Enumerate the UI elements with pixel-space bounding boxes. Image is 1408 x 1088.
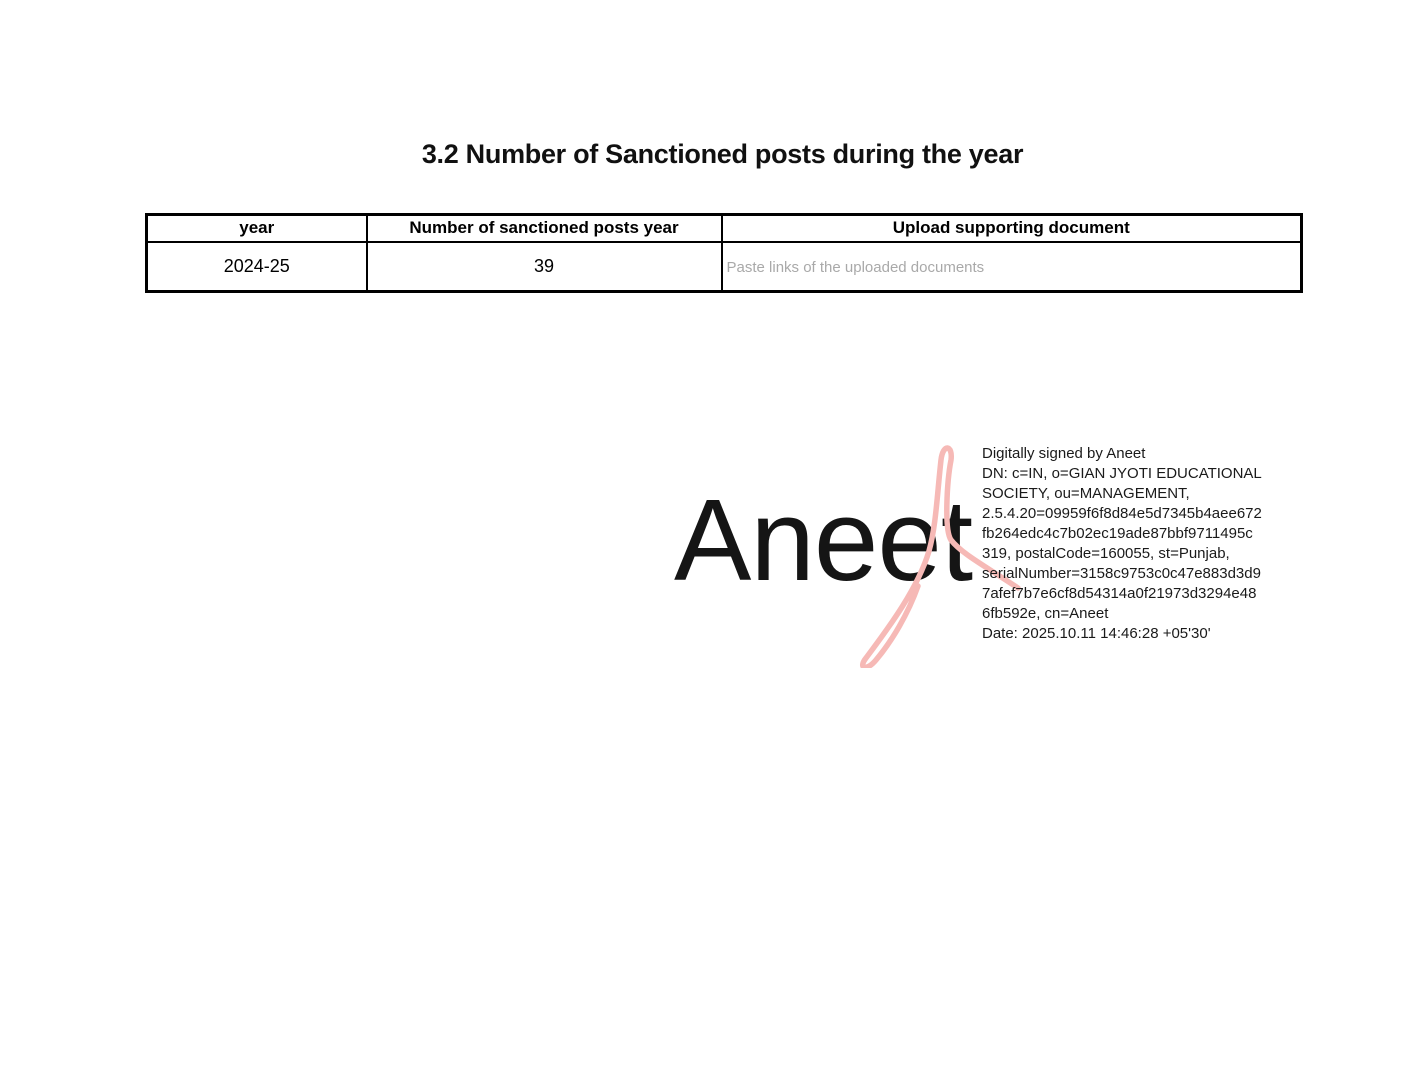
signature-detail-line: 319, postalCode=160055, st=Punjab, <box>982 545 1230 562</box>
table-header-row <box>147 215 1302 242</box>
signature-detail-line: Digitally signed by Aneet <box>982 445 1146 462</box>
signature-detail-line: fb264edc4c7b02ec19ade87bbf9711495c <box>982 525 1253 542</box>
signature-detail-line: 7afef7b7e6cf8d54314a0f21973d3294e48 <box>982 585 1257 602</box>
signature-details <box>982 444 1262 644</box>
column-header-year: year <box>147 215 367 242</box>
column-header-sanctioned-posts: Number of sanctioned posts year <box>367 215 722 242</box>
table-row <box>147 242 1302 292</box>
sanctioned-posts-cell: 39 <box>367 242 722 292</box>
year-cell: 2024-25 <box>147 242 367 292</box>
upload-placeholder-text: Paste links of the uploaded documents <box>726 258 985 276</box>
signature-detail-line: Date: 2025.10.11 14:46:28 +05'30' <box>982 625 1211 642</box>
signature-detail-line: serialNumber=3158c9753c0c47e883d3d9 <box>982 565 1261 582</box>
signature-detail-line: 6fb592e, cn=Aneet <box>982 605 1109 622</box>
page-title: 3.2 Number of Sanctioned posts during the year <box>421 139 1024 169</box>
signature-detail-line: SOCIETY, ou=MANAGEMENT, <box>982 485 1190 502</box>
signature-detail-line: 2.5.4.20=09959f6f8d84e5d7345b4aee672 <box>982 505 1262 522</box>
upload-document-cell[interactable] <box>722 242 1302 292</box>
sanctioned-posts-table <box>145 213 1303 293</box>
signature-name: Aneet <box>674 475 973 605</box>
signature-detail-line: DN: c=IN, o=GIAN JYOTI EDUCATIONAL <box>982 465 1262 482</box>
column-header-upload-document: Upload supporting document <box>722 215 1302 242</box>
